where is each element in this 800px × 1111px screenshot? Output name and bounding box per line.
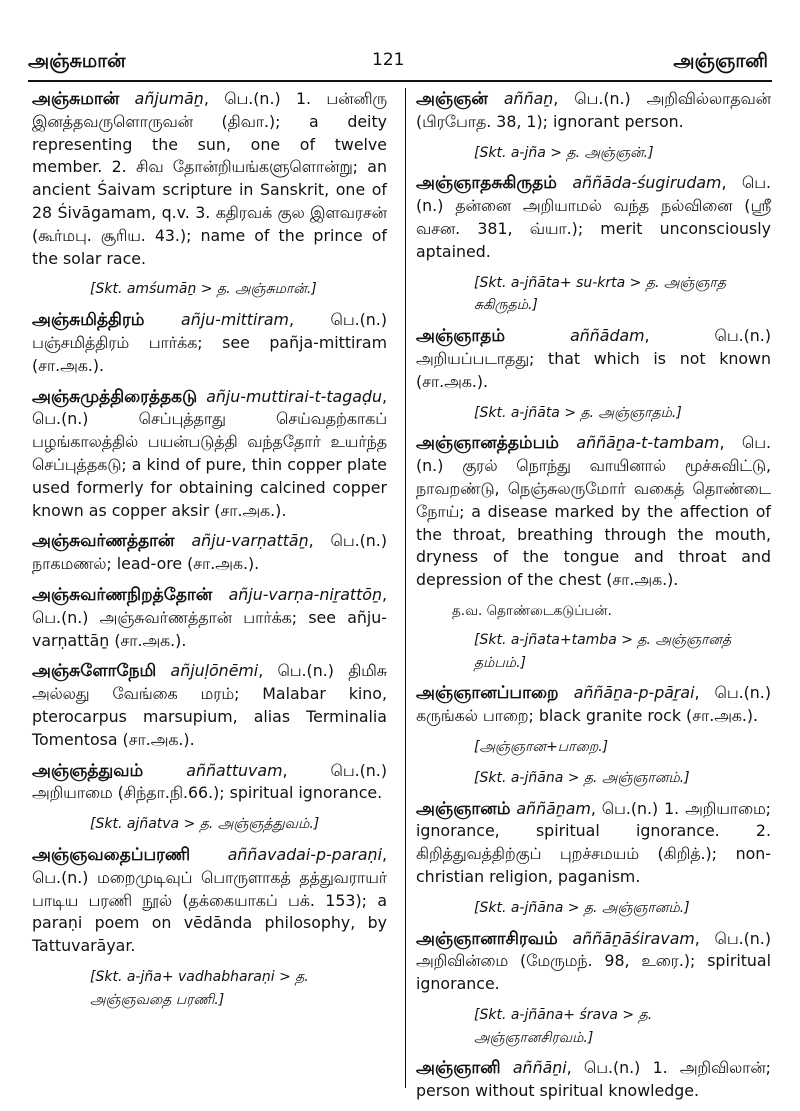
entry-headword: அஞ்ஞானப்பாறை [416,683,559,704]
entry-definition: , பெ.(n.) கருங்கல் பாறை; black granite rock (சா.அக.). [416,683,771,726]
dictionary-entry [32,309,387,377]
dictionary-entry [416,682,771,728]
column-divider [405,88,406,1088]
entry-transliteration: aññādam [570,326,645,346]
etymology-note: [Skt. a-jña+ vadhabharaṇi > த. அஞ்ஞவதை பரணி.] [90,968,309,1008]
entry-transliteration: añju-varṇattāṉ [191,531,309,551]
entry-definition: , பெ.(n.) 1. அறிவிலான்; person without spiritual knowledge. [416,1058,771,1101]
entry-transliteration: aññaṉ [503,89,554,108]
dictionary-entry [32,760,387,806]
etymology-note: [Skt. a-jña > த. அஞ்ஞன்.] [474,144,654,161]
dictionary-entry [416,88,771,134]
header-rule [28,80,772,82]
entry-headword: அஞ்ஞானத்தம்பம் [416,433,559,454]
entry-transliteration: aññāṉam [516,798,591,818]
dictionary-entry [32,386,387,523]
page-header [0,0,800,80]
entry-transliteration: aññāṉa-t-tambam [576,433,720,453]
entry-definition: , பெ.(n.) 1. பன்னிரு இனத்தவருளொருவன் (திவா.); a deity representing the sun, one of twelve member. 2. சிவ தோன்றியங்களுளொன்று; an ancient Śaivam scripture in Sanskrit, one of 28 Śivāgamam, q.v. 3. கதிரவக் குல இளவரசன் (கூர்மபு. சூரிய. 43.); name of the prince of the solar race. [32,89,387,268]
dictionary-entry [416,928,771,996]
entry-definition: , பெ.(n.) அறிவில்லாதவன் (பிரபோத. 38, 1); ignorant person. [416,89,771,131]
entry-definition: , பெ.(n.) திமிசு அல்லது வேங்கை மரம்; Malabar kino, pterocarpus marsupium, alias Terminalia Tomentosa (சா.அக.). [32,661,387,749]
dictionary-entry [416,1057,771,1103]
dictionary-entry [32,660,387,751]
entry-transliteration: aññattuvam [186,760,283,780]
dictionary-entry [416,325,771,393]
entry-headword: அஞ்சுவர்ணநிறத்தோன் [32,584,213,605]
dictionary-entry [416,172,771,263]
entry-definition: , பெ.(n.) குரல் நொந்து வாயினால் மூச்சுவிட்டு, நாவறண்டு, நெஞ்சுலருமோர் வகைத் தொண்டை நோய்; a disease marked by the affection of the throat, breathing through the mouth, dryness of the tongue and throat and depression of the chest (சா.அக.). [416,433,771,590]
etymology-note: [Skt. a-jñata+tamba > த. அஞ்ஞானத் தம்பம்.] [474,631,732,671]
entry-headword: அஞ்ஞன் [416,89,488,109]
entry-definition: , பெ.(n.) செப்புத்தாது செய்வதற்காகப் பழங்காலத்தில் பயன்படுத்தி வந்ததோர் உயர்ந்த செப்புத்தகடு; a kind of pure, thin copper plate used formerly for obtaining calcined copper known as copper aksir (சா.அக.). [32,386,387,520]
etymology-note: [Skt. a-jñāta > த. அஞ்ஞாதம்.] [474,404,682,421]
entry-definition: , பெ.(n.) அறியாமை (சிந்தா.நி.66.); spiritual ignorance. [32,760,387,803]
entry-definition: , பெ.(n.) மறைமுடிவுப் பொருளாகத் தத்துவராயர் பாடிய பரணி நூல் (தக்கையாகப் பக். 153); a paraṇi poem on vēdānda philosophy, by Tattuvarāyar. [32,844,387,956]
entry-headword: அஞ்சுமுத்திரைத்தகடு [32,386,198,407]
dictionary-entry [32,844,387,958]
entry-definition: , பெ.(n.) அறியப்படாதது; that which is not known (சா.அக.). [416,326,771,391]
dictionary-entry [416,432,771,592]
entry-definition: , பெ.(n.) அஞ்சுவர்ணத்தான் பார்க்க; see añju-varṇattāṉ (சா.அக.). [32,584,387,650]
entry-headword: அஞ்ஞத்துவம் [32,760,144,781]
entry-transliteration: añju-muttirai-t-tagaḍu [206,386,382,406]
etymology-note: [அஞ்ஞான+பாறை.] [474,738,609,755]
entry-transliteration: aññāṉi [512,1058,567,1078]
entry-definition: , பெ.(n.) நாகமணல்; lead-ore (சா.அக.). [32,531,387,574]
right-column [416,88,771,1111]
entry-transliteration: aññavadai-p-paraṇi [227,844,382,864]
etymology-note: [Skt. a-jñāna+ śrava > த. அஞ்ஞானசிரவம்.] [474,1006,653,1046]
entry-headword: அஞ்ஞானி [416,1058,501,1079]
left-column [32,88,387,1019]
entry-transliteration: añjumāṉ [134,89,204,108]
entry-headword: அஞ்ஞாதம் [416,326,506,347]
usage-note: த.வ. தொண்டைகடுப்பன். [452,602,612,619]
entry-transliteration: aññāda-śugirudam [572,173,722,193]
entry-headword: அஞ்சுமித்திரம் [32,310,145,331]
dictionary-entry [416,798,771,889]
etymology-note: [Skt. a-jñāta+ su-krta > த. அஞ்ஞாத சுகிருதம்.] [474,274,726,314]
dictionary-entry [32,88,387,270]
etymology-note: [Skt. amśumāṉ > த. அஞ்சுமான்.] [90,281,317,298]
entry-transliteration: aññāṉāśiravam [572,928,695,948]
page-number: 121 [372,50,405,70]
entry-transliteration: añjuḷōnēmi [170,661,259,681]
entry-definition: , பெ.(n.) தன்னை அறியாமல் வந்த நல்வினை (ஸ்ரீ வசன. 381, வ்யா.); merit unconsciously aptained. [416,173,771,261]
running-head-right: அஞ்ஞானி [673,50,768,72]
entry-headword: அஞ்சுளோநேமி [32,661,157,682]
entry-headword: அஞ்ஞாதசுகிருதம் [416,173,557,194]
entry-headword: அஞ்ஞானம் [416,798,511,819]
entry-definition: , பெ.(n.) பஞ்சமித்திரம் பார்க்க; see pañja-mittiram (சா.அக.). [32,310,387,375]
entry-headword: அஞ்ஞவதைப்பரணி [32,844,191,865]
entry-transliteration: aññāṉa-p-pāṟai [573,683,695,703]
entry-headword: அஞ்சுமான் [32,89,120,109]
entry-headword: அஞ்ஞானாசிரவம் [416,928,558,949]
dictionary-entry [32,584,387,652]
entry-definition: , பெ.(n.) அறிவின்மை (மேருமந். 98, உரை.); spiritual ignorance. [416,928,771,994]
entry-headword: அஞ்சுவர்ணத்தான் [32,531,175,552]
entry-transliteration: añju-mittiram [181,310,289,330]
entry-definition: , பெ.(n.) 1. அறியாமை; ignorance, spiritual ignorance. 2. கிறித்துவத்திற்குப் புறச்சமயம் (கிறித்.); non-christian religion, paganism. [416,798,771,886]
running-head-left: அஞ்சுமான் [28,50,126,72]
etymology-note: [Skt. ajñatva > த. அஞ்ஞத்துவம்.] [90,816,320,833]
dictionary-entry [32,530,387,576]
etymology-note: [Skt. a-jñāna > த. அஞ்ஞானம்.] [474,899,690,916]
entry-transliteration: añju-varṇa-niṟattōṉ [228,584,382,604]
etymology-note: [Skt. a-jñāna > த. அஞ்ஞானம்.] [474,769,690,786]
